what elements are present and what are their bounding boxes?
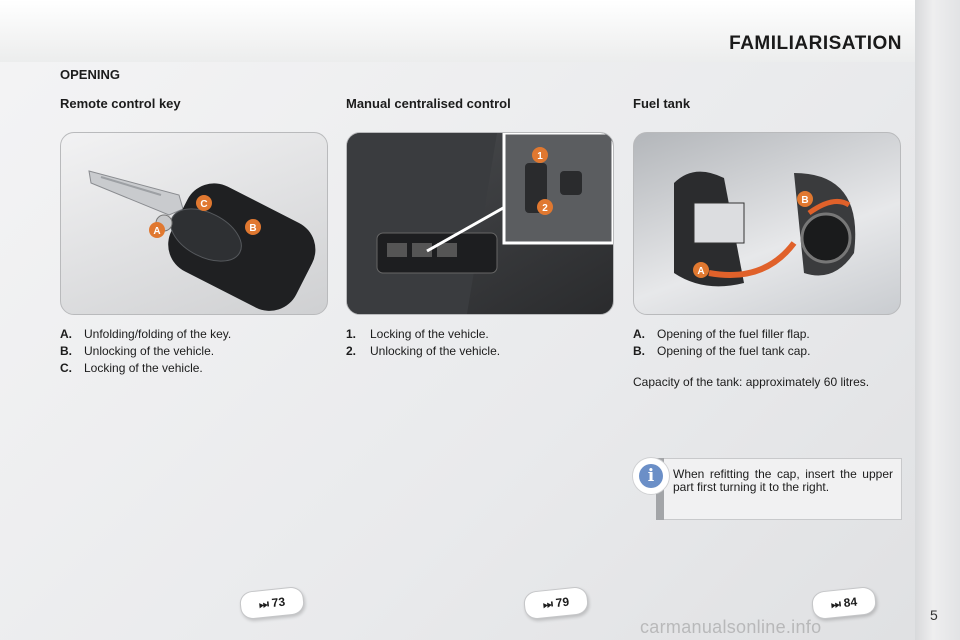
page-ref-73-link[interactable]: ⏭ 73 xyxy=(239,586,306,621)
central-control-list xyxy=(346,326,500,360)
callout-2-label: 2 xyxy=(542,203,548,214)
info-icon: i xyxy=(633,458,669,494)
list-item: 1. Locking of the vehicle. xyxy=(346,327,489,341)
remote-key-photo xyxy=(60,132,328,315)
list-item: B. Unlocking of the vehicle. xyxy=(60,344,215,358)
callout-fuel-a-label: A xyxy=(697,266,705,277)
list-item: C. Locking of the vehicle. xyxy=(60,361,203,375)
page-ref-79-link[interactable]: ⏭ 79 xyxy=(523,586,590,621)
page-edge-strip xyxy=(915,0,960,640)
list-item: A. Opening of the fuel filler flap. xyxy=(633,327,810,341)
callout-1-label: 1 xyxy=(537,151,543,162)
page-ref-84-link[interactable]: ⏭ 84 xyxy=(811,586,878,621)
callout-c-label: C xyxy=(200,199,208,210)
central-control-heading: Manual centralised control xyxy=(346,96,511,111)
fuel-tank-list xyxy=(633,326,810,360)
tank-capacity-text: Capacity of the tank: approximately 60 litres. xyxy=(633,375,870,389)
remote-key-list xyxy=(60,326,231,377)
callout-fuel-b-label: B xyxy=(801,195,809,206)
watermark: carmanualsonline.info xyxy=(640,617,822,637)
page-title: FAMILIARISATION xyxy=(729,33,902,54)
next-track-icon: ⏭ xyxy=(830,598,842,612)
section-title: OPENING xyxy=(60,67,120,82)
fuel-tank-heading: Fuel tank xyxy=(633,96,691,111)
info-note-text: When refitting the cap, insert the upper part first turning it to the right. xyxy=(673,467,893,494)
callout-b-label: B xyxy=(249,223,257,234)
page-number: 5 xyxy=(930,607,938,623)
remote-key-heading: Remote control key xyxy=(60,96,181,111)
fuel-flap-photo xyxy=(633,132,901,315)
door-panel-photo xyxy=(346,132,614,315)
next-track-icon: ⏭ xyxy=(258,598,270,612)
list-item: B. Opening of the fuel tank cap. xyxy=(633,344,811,358)
list-item: 2. Unlocking of the vehicle. xyxy=(346,344,501,358)
next-track-icon: ⏭ xyxy=(542,598,554,612)
callout-a-label: A xyxy=(153,226,161,237)
list-item: A. Unfolding/folding of the key. xyxy=(60,327,232,341)
